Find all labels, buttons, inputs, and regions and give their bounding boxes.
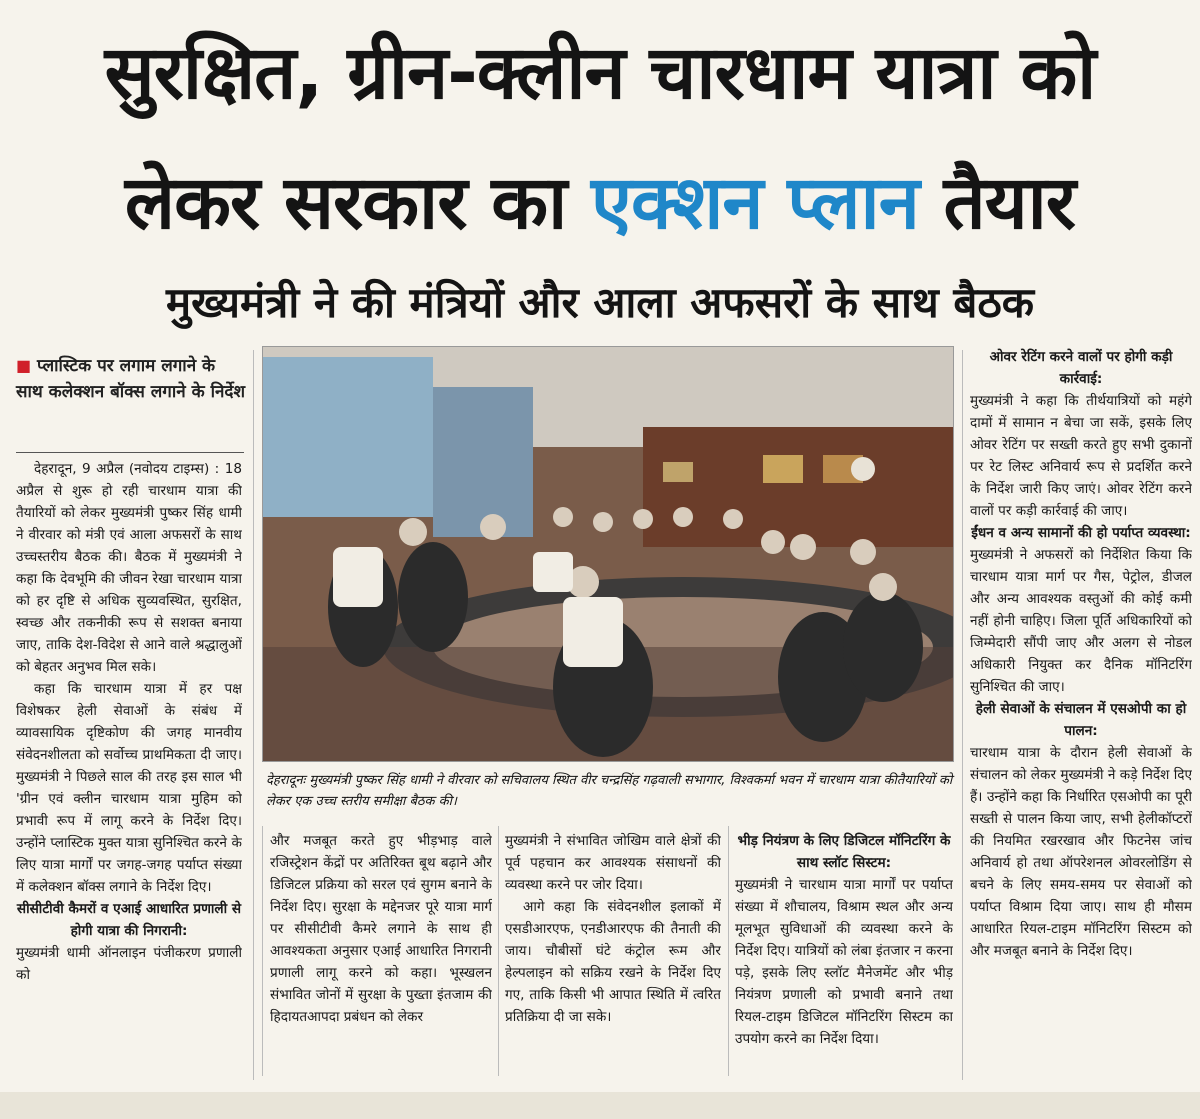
column-2 xyxy=(270,830,492,1080)
headline-line-2 xyxy=(0,138,1200,268)
divider xyxy=(253,350,254,1080)
headline-line-2-post: तैयार xyxy=(918,160,1076,246)
col5-heading-3: हेली सेवाओं के संचालन में एसओपी का हो पालन: xyxy=(975,701,1187,739)
col5-para-3: चारधाम यात्रा के दौरान हेली सेवाओं के संचालन को लेकर मुख्यमंत्री ने कड़े निर्देश दिए हैं। उन्होंने कहा कि निर्धारित एसओपी का पूरी सख्ती से पालन किया जाए, सभी हेलीकॉप्टरों की नियमित रखरखाव और फिटनेस जांच अनिवार्य हो तथा ऑपरेशनल ओवरलोडिंग से बचने के लिए समय-समय पर सेवाओं को पर्याप्त विश्राम दिया जाए। साथ ही मौसम आधारित रियल-टाइम मॉनिटरिंग सिस्टम को और मजबूत बनाने के निर्देश दिए। xyxy=(970,745,1192,959)
divider xyxy=(728,826,729,1076)
column-3 xyxy=(505,830,721,1080)
headline-line-1: सुरक्षित, ग्रीन-क्लीन चारधाम यात्रा को xyxy=(104,30,1096,116)
highlight-box xyxy=(16,353,246,451)
col5-heading-1: ओवर रेटिंग करने वालों पर होगी कड़ी कार्रवाई: xyxy=(989,349,1173,387)
col1-para-1: देहरादून, 9 अप्रैल (नवोदय टाइम्स) : 18 अप्रैल से शुरू हो रही चारधाम यात्रा की तैयारियों को लेकर मुख्यमंत्री पुष्कर सिंह धामी ने वीरवार को मंत्री एवं आला अफसरों के साथ उच्चस्तरीय बैठक की। बैठक में मुख्यमंत्री ने कहा कि देवभूमि की जीवन रेखा चारधाम यात्रा को हर दृष्टि से अधिक सुव्यवस्थित, सुरक्षित, स्वच्छ और तकनीकी रूप से सशक्त बनाया जाए, ताकि देश-विदेश से आने वाले श्रद्धालुओं को बेहतर अनुभव मिल सके। xyxy=(16,461,242,675)
col4-heading: भीड़ नियंत्रण के लिए डिजिटल मॉनिटरिंग के साथ स्लॉट सिस्टम: xyxy=(737,833,951,871)
bullet-icon: ■ xyxy=(16,356,32,375)
divider xyxy=(498,826,499,1076)
subheadline: मुख्यमंत्री ने की मंत्रियों और आला अफसरों के साथ बैठक xyxy=(165,278,1035,327)
col4-para-1: मुख्यमंत्री ने चारधाम यात्रा मार्गों पर पर्याप्त संख्या में शौचालय, विश्राम स्थल और अन्य मूलभूत सुविधाओं की व्यवस्था करने के निर्देश दिए। यात्रियों को लंबा इंतजार न करना पड़े, इसके लिए स्लॉट मैनेजमेंट और भीड़ नियंत्रण प्रणाली को प्रभावी बनाने तथा रियल-टाइम डिजिटल मॉनिटरिंग सिस्टम का उपयोग करने का निर्देश दिया। xyxy=(735,877,953,1047)
headline-line-2-pre: लेकर सरकार का xyxy=(124,160,592,246)
col2-para-1: और मजबूत करते हुए भीड़भाड़ वाले रजिस्ट्रेशन केंद्रों पर अतिरिक्त बूथ बढ़ाने और डिजिटल प्रक्रिया को सरल एवं सुगम बनाने के निर्देश दिए। सुरक्षा के मद्देनजर पूरे यात्रा मार्ग पर सीसीटीवी कैमरे लगाने के साथ ही आवश्यकता अनुसार एआई आधारित निगरानी प्रणाली लागू करने को कहा। भूस्खलन संभावित जोनों में सुरक्षा के पुख्ता इंतजाम की हिदायतआपदा प्रबंधन को लेकर xyxy=(270,833,492,1025)
meeting-photo-illustration xyxy=(263,347,953,761)
headline-highlight: एक्शन प्लान xyxy=(591,160,919,246)
meeting-photo xyxy=(262,346,954,762)
highlight-text: प्लास्टिक पर लगाम लगाने के साथ कलेक्शन बॉक्स लगाने के निर्देश xyxy=(16,356,246,402)
column-5 xyxy=(970,346,1192,1086)
divider xyxy=(962,350,963,1080)
col1-para-2: कहा कि चारधाम यात्रा में हर पक्ष विशेषकर हेली सेवाओं के संबंध में व्यावसायिक दृष्टिकोण की जगह मानवीय संवेदनशीलता को सर्वोच्च प्राथमिकता दी जाए। मुख्यमंत्री ने पिछले साल की तरह इस साल भी 'ग्रीन एवं क्लीन चारधाम यात्रा मुहिम को प्रभावी रूप में लागू करने के निर्देश दिए। उन्होंने प्लास्टिक मुक्त यात्रा सुनिश्चित करने के लिए यात्रा मार्गों पर जगह-जगह पर्याप्त संख्या में कलेक्शन बॉक्स लगाने के निर्देश दिए। xyxy=(16,681,242,895)
col5-heading-2: ईंधन व अन्य सामानों की हो पर्याप्त व्यवस्था: xyxy=(971,525,1191,541)
column-1 xyxy=(16,458,242,1088)
column-4 xyxy=(735,830,953,1080)
col1-subhead: सीसीटीवी कैमरों व एआई आधारित प्रणाली से होगी यात्रा की निगरानी: xyxy=(16,901,242,939)
divider xyxy=(16,452,244,453)
col5-para-1: मुख्यमंत्री ने कहा कि तीर्थयात्रियों को महंगे दामों में सामान न बेचा जा सकें, इसके लिए ओवर रेटिंग पर सख्ती करते हुए सभी दुकानों पर रेट लिस्ट अनिवार्य रूप से प्रदर्शित करने के निर्देश जारी किए जाएं। ओवर रेटिंग करने वालों पर कड़ी कार्रवाई की जाए। xyxy=(970,393,1192,519)
col5-para-2: मुख्यमंत्री ने अफसरों को निर्देशित किया कि चारधाम यात्रा मार्ग पर गैस, पेट्रोल, डीजल और अन्य आवश्यक वस्तुओं की कोई कमी नहीं होनी चाहिए। जिला पूर्ति अधिकारियों को जिम्मेदारी सौंपी जाए और अलग से नोडल अधिकारी नियुक्त कर दैनिक मॉनिटरिंग सुनिश्चित की जाए। xyxy=(970,547,1192,695)
col1-para-3: मुख्यमंत्री धामी ऑनलाइन पंजीकरण प्रणाली को xyxy=(16,945,242,983)
divider xyxy=(262,826,263,1076)
col3-para-2: आगे कहा कि संवेदनशील इलाकों में एसडीआरएफ, एनडीआरएफ की तैनाती की जाय। चौबीसों घंटे कंट्रोल रूम और हेल्पलाइन को सक्रिय रखने के निर्देश दिए गए, ताकि किसी भी आपात स्थिति में त्वरित प्रतिक्रिया दी जा सके। xyxy=(505,899,721,1025)
col3-para-1: मुख्यमंत्री ने संभावित जोखिम वाले क्षेत्रों की पूर्व पहचान कर आवश्यक संसाधनों की व्यवस्था करने पर जोर दिया। xyxy=(505,833,721,893)
photo-caption: देहरादूनः मुख्यमंत्री पुष्कर सिंह धामी ने वीरवार को सचिवालय स्थित वीर चन्द्रसिंह गढ़वाली सभागार, विश्वकर्मा भवन में चारधाम यात्रा कीतैयारियों को लेकर एक उच्च स्तरीय समीक्षा बैठक की। xyxy=(266,773,953,809)
next-article-strip xyxy=(0,1092,1200,1119)
